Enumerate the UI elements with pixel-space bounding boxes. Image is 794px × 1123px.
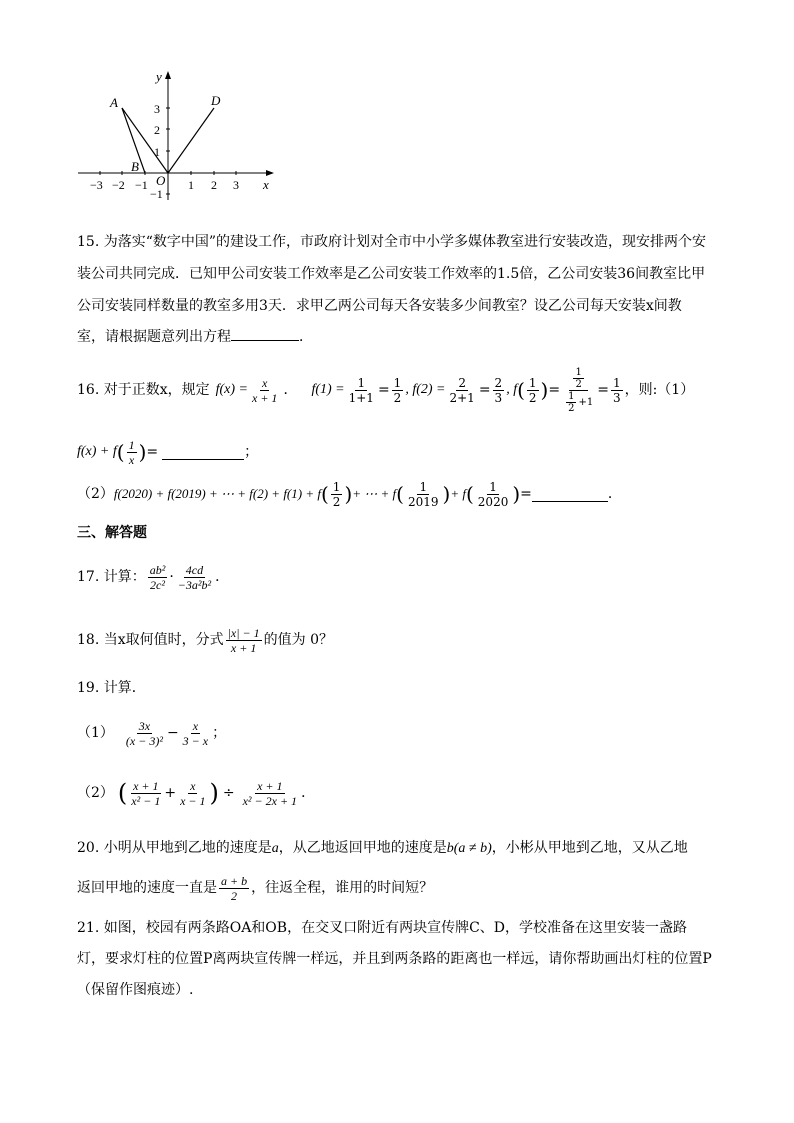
origin-label: O	[156, 173, 166, 188]
q18: 18. 当x取何值时，分式 $\frac{|x| - 1}{x + 1}$ 的值为 0？	[77, 625, 334, 655]
q15-line4-text: 室，请根据题意列出方程	[77, 329, 231, 345]
q16-example1-fraction: $\frac{1}{1+1}$	[348, 375, 374, 405]
q19-part1: （1） $\frac{3x}{\text{(x − 3)²}}$ − $\frac{x}{3 - x}$ ；	[77, 718, 227, 748]
q16-part2-answer-blank[interactable]	[532, 487, 608, 502]
y-tick-3: 3	[154, 102, 160, 116]
q16-half: $\frac{1}{2}$	[393, 375, 402, 405]
y-tick-2: 2	[154, 123, 160, 137]
x-tick-3: 3	[233, 178, 239, 192]
q15-line2: 装公司共同完成．已知甲公司安装工作效率是乙公司安装工作效率的1.5倍，乙公司安装36间教室比甲	[77, 266, 706, 282]
q16-then: ，则:（1）	[624, 382, 695, 398]
q16-nested-fraction: $\frac{1}{2}$ $\frac{1}{2}$ +1	[568, 366, 594, 414]
q15-line1: 15. 为落实“数字中国”的建设工作，市政府计划对全市中小学多媒体教室进行安装改造，现安排两个安	[77, 234, 707, 250]
y-tick-neg1: −1	[150, 187, 163, 201]
q16-intro: 16. 对于正数x，规定	[77, 382, 210, 398]
x-axis-label: x	[263, 177, 269, 192]
y-axis-label: y	[156, 69, 162, 84]
q15-line4-end: ．	[299, 329, 313, 345]
q16-two-thirds: $\frac{2}{3}$	[494, 375, 503, 405]
q16-example1: f(1) =	[311, 382, 345, 397]
y-axis-arrow	[165, 71, 171, 79]
q16-part2: （2） f(2020) + f(2019) + ⋯ + f(2) + f(1) + f ( $\frac{1}{2}$ ) + ⋯ + f ( $\frac{1}{2019}$ ) + f ( $\frac{1}{2020}$ ) = ．	[77, 479, 622, 509]
x-axis-arrow	[266, 170, 274, 176]
q16-part1: f(x) + f ( $\frac{1}{x}$ ) = ；	[77, 437, 259, 467]
section-3-title: 三、解答题	[77, 525, 147, 541]
x-tick-neg1: −1	[135, 178, 148, 192]
point-A-label: A	[110, 95, 118, 110]
q16-f-fraction: $\frac{x}{x + 1}$	[252, 375, 278, 405]
q16-f-def: f(x) =	[215, 382, 248, 397]
q21-line3: （保留作图痕迹）.	[77, 982, 194, 998]
q21-line1: 21. 如图，校园有两条路OA和OB，在交叉口附近有两块宣传牌C、D，学校准备在这里安装一盏路	[77, 920, 688, 936]
q15-answer-blank[interactable]	[231, 326, 299, 341]
point-B-label: B	[131, 159, 139, 174]
x-tick-neg2: −2	[112, 178, 125, 192]
q15-line3: 公司安装同样数量的教室多用3天．求甲乙两公司每天各安装多少间教室？设乙公司每天安装x间教	[77, 298, 682, 314]
q16-example3-arg: $\frac{1}{2}$	[528, 375, 537, 405]
coordinate-graph	[70, 65, 290, 210]
q19-part2: （2） ( $\frac{x + 1}{\text{x² − 1}}$ + $\frac{x}{x - 1}$ ) ÷ $\frac{x + 1}{\text{x² − 2x + 1}}$ ．	[77, 778, 316, 808]
x-tick-2: 2	[211, 178, 217, 192]
q15-line4	[77, 326, 313, 347]
x-tick-neg3: −3	[90, 178, 103, 192]
q20-line2: 返回甲地的速度一直是 $\frac{a + b}{2}$ ，往返全程，谁用的时间短？	[77, 873, 434, 903]
y-tick-1: 1	[154, 145, 160, 159]
q20-line1: 20. 小明从甲地到乙地的速度是a，从乙地返回甲地的速度是b(a ≠ b)，小彬从甲地到乙地，又从乙地	[77, 840, 688, 856]
q17: 17. 计算： $\frac{\text{ab²}}{\text{2c²}}$ · $\frac{4cd}{\text{−3a²b²}}$ ．	[77, 562, 230, 592]
q16-third: $\frac{1}{3}$	[612, 375, 621, 405]
point-D-label: D	[211, 93, 221, 108]
q16-definition-line: 16. 对于正数x，规定 f(x) = $\frac{x}{x + 1}$ ． f(1) = $\frac{1}{1+1}$ = $\frac{1}{2}$ , f(2) = $\frac{2}{2+1}$ = $\frac{2}{3}$ , f ( $\frac{1}{2}$ ) = $\frac{1}{2}$ $\frac{1}{2}$ +1 = $\frac{1}{3}$ ，则:（1）	[77, 366, 695, 414]
x-tick-1: 1	[188, 178, 194, 192]
segment-OD	[168, 108, 214, 173]
q19-title: 19. 计算．	[77, 680, 146, 696]
q16-example2: , f(2) =	[405, 382, 446, 397]
q16-example3: , f	[506, 382, 518, 397]
q16-part1-answer-blank[interactable]	[162, 445, 244, 460]
q21-line2: 灯，要求灯柱的位置P离两块宣传牌一样远，并且到两条路的距离也一样远，请你帮助画出灯柱的位置P	[77, 951, 712, 967]
q16-example2-fraction: $\frac{2}{2+1}$	[449, 375, 475, 405]
segment-AO	[122, 108, 168, 173]
